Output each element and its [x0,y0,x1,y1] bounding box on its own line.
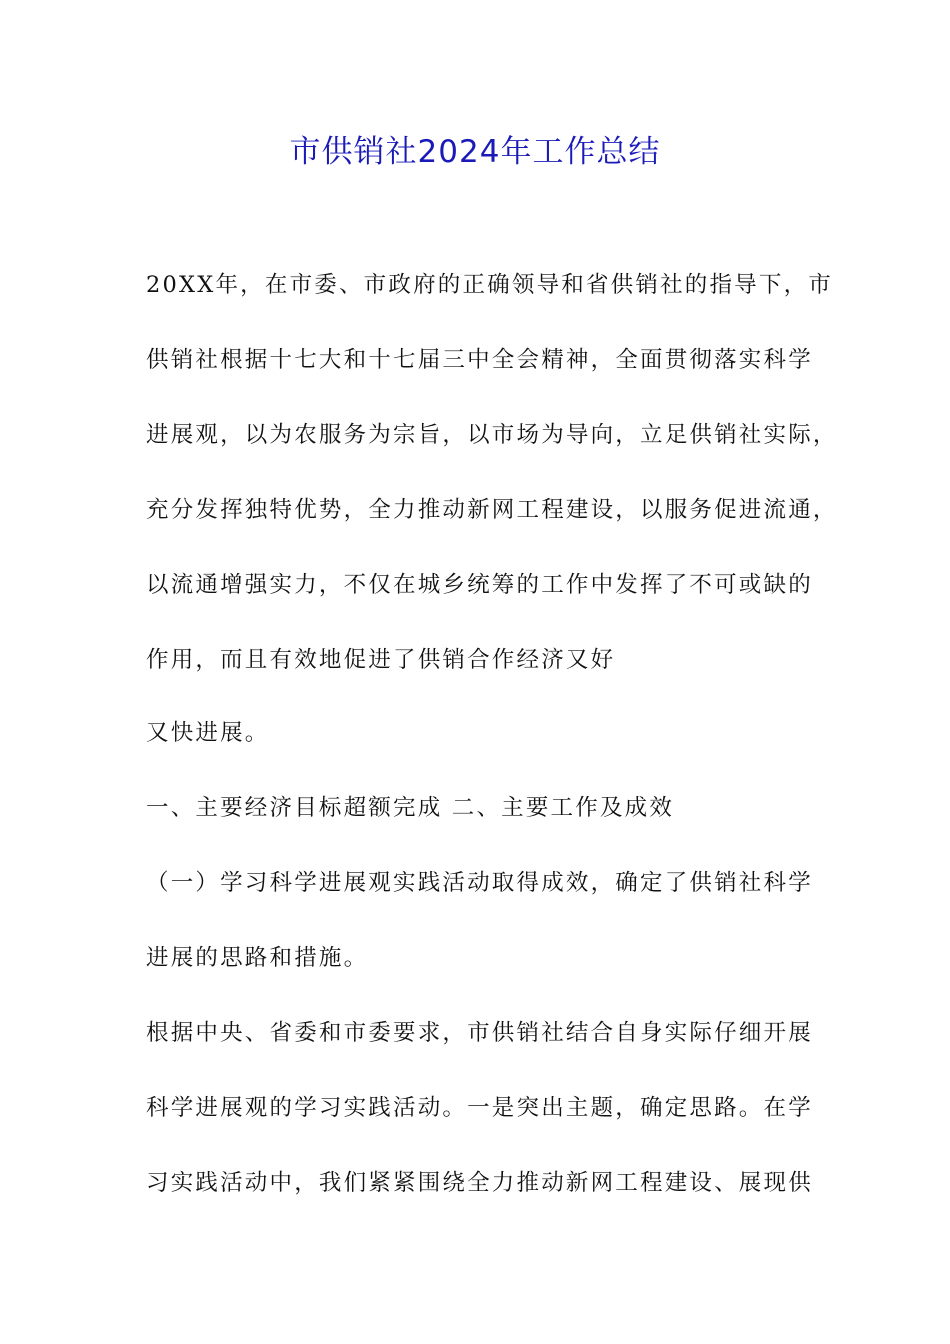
body-line-3: 进展观，以为农服务为宗旨，以市场为导向，立足供销社实际， [146,422,838,448]
body-line-10: 进展的思路和措施。 [146,945,369,971]
body-line-4: 充分发挥独特优势，全力推动新网工程建设，以服务促进流通， [146,497,838,523]
body-line-8: 一、主要经济目标超额完成 二、主要工作及成效 [146,795,675,821]
body-line-11: 根据中央、省委和市委要求，市供销社结合自身实际仔细开展 [146,1020,813,1046]
body-line-5: 以流通增强实力，不仅在城乡统筹的工作中发挥了不可或缺的 [146,572,813,598]
body-line-6: 作用，而且有效地促进了供销合作经济又好 [146,647,616,673]
body-line-9: （一）学习科学进展观实践活动取得成效，确定了供销社科学 [146,870,813,896]
body-line-12: 科学进展观的学习实践活动。一是突出主题，确定思路。在学 [146,1095,813,1121]
body-line-7: 又快进展。 [146,720,270,746]
document-title: 市供销社2024年工作总结 [289,134,661,170]
body-line-1: 20XX年，在市委、市政府的正确领导和省供销社的指导下，市 [146,272,833,298]
body-line-2: 供销社根据十七大和十七届三中全会精神，全面贯彻落实科学 [146,347,813,373]
body-line-13: 习实践活动中，我们紧紧围绕全力推动新网工程建设、展现供 [146,1170,813,1196]
